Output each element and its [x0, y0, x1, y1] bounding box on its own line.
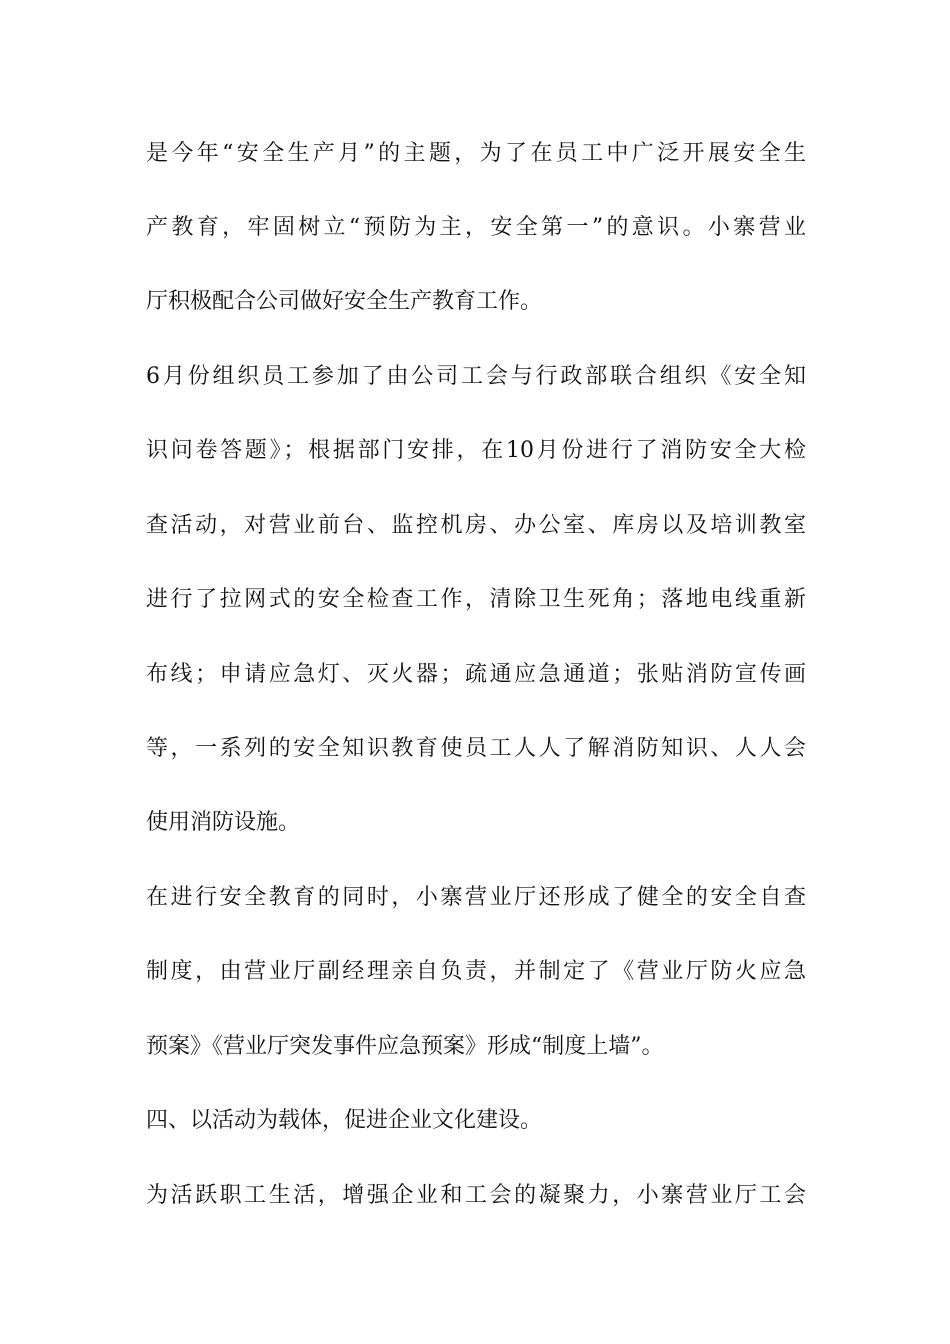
text-line: 产教育，牢固树立“预防为主，安全第一”的意识。小寨营业 [146, 215, 806, 240]
text-line: 等，一系列的安全知识教育使员工人人了解消防知识、人人会 [146, 736, 806, 761]
text-line: 查活动，对营业前台、监控机房、办公室、库房以及培训教室 [146, 513, 806, 538]
text-line: 制度，由营业厅副经理亲自负责，并制定了《营业厅防火应急 [146, 959, 806, 984]
text-line: 在进行安全教育的同时，小寨营业厅还形成了健全的安全自查 [146, 885, 806, 910]
section-heading: 四、以活动为载体，促进企业文化建设。 [146, 1108, 543, 1133]
text-line: 为活跃职工生活，增强企业和工会的凝聚力，小寨营业厅工会 [146, 1183, 806, 1208]
text-line: 厅积极配合公司做好安全生产教育工作。 [146, 289, 543, 314]
text-line: 布线；申请应急灯、灭火器；疏通应急通道；张贴消防宣传画 [146, 662, 806, 687]
text-line: 预案》《营业厅突发事件应急预案》形成“制度上墙”。 [146, 1034, 664, 1059]
text-line: 6月份组织员工参加了由公司工会与行政部联合组织《安全知 [146, 364, 806, 389]
text-line: 进行了拉网式的安全检查工作，清除卫生死角；落地电线重新 [146, 587, 806, 612]
text-line: 识问卷答题》；根据部门安排，在10月份进行了消防安全大检 [146, 438, 806, 463]
text-line: 是今年“安全生产月”的主题，为了在员工中广泛开展安全生 [146, 141, 806, 166]
text-line: 使用消防设施。 [146, 810, 301, 835]
